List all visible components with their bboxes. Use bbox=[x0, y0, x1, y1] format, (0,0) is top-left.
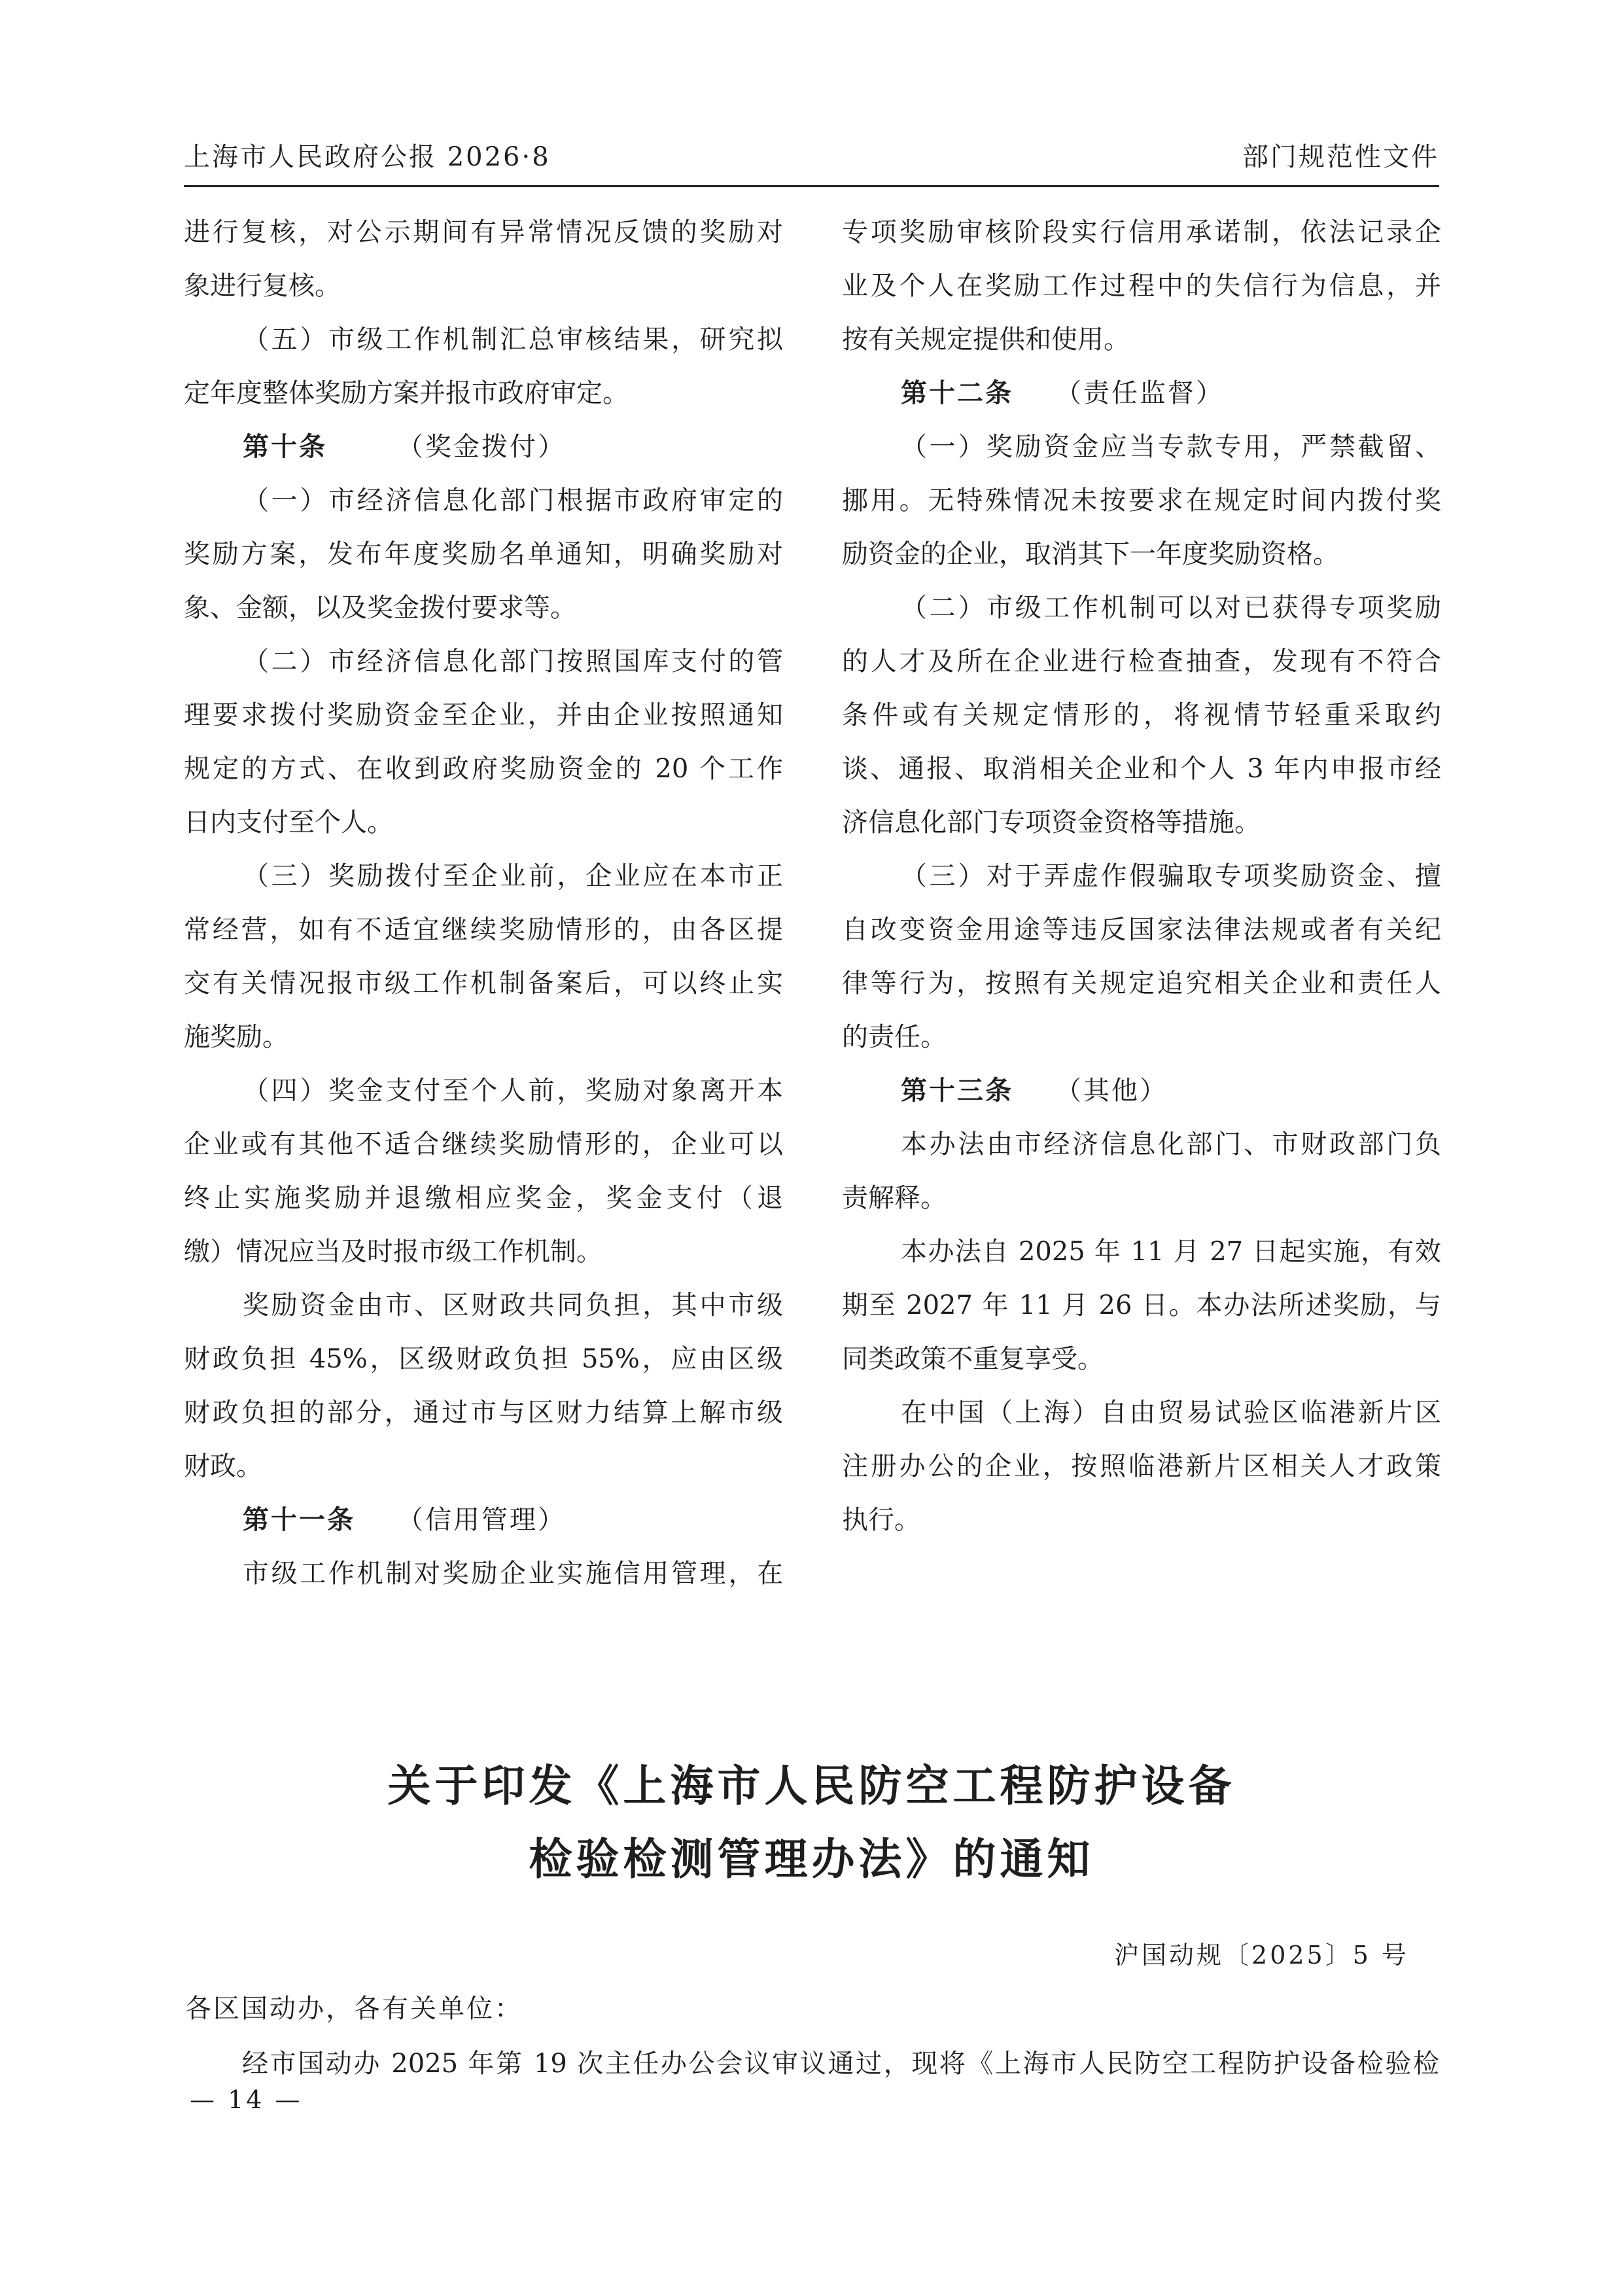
page-number: — 14 — bbox=[190, 2085, 303, 2114]
paragraph-line: 规定的方式、在收到政府奖励资金的 20 个工作 bbox=[184, 754, 783, 784]
notice-title-line-2: 检验检测管理办法》的通知 bbox=[529, 1834, 1094, 1884]
article-number: 第十三条 bbox=[901, 1076, 1013, 1106]
paragraph-line: （二）市经济信息化部门按照国库支付的管 bbox=[243, 646, 783, 677]
paragraph-line: 奖励资金由市、区财政共同负担，其中市级 bbox=[243, 1290, 783, 1320]
paragraph-line: 本办法自 2025 年 11 月 27 日起实施，有效 bbox=[901, 1237, 1441, 1267]
paragraph-line: 挪用。无特殊情况未按要求在规定时间内拨付奖 bbox=[842, 486, 1441, 516]
paragraph-line: （一）奖励资金应当专款专用，严禁截留、 bbox=[901, 432, 1441, 462]
header-rule bbox=[184, 185, 1439, 187]
paragraph-line: （五）市级工作机制汇总审核结果，研究拟 bbox=[243, 325, 783, 355]
paragraph-line: 注册办公的企业，按照临港新片区相关人才政策 bbox=[842, 1451, 1441, 1481]
article-number: 第十一条 bbox=[243, 1505, 355, 1535]
paragraph-line: 缴）情况应当及时报市级工作机制。 bbox=[184, 1237, 602, 1267]
journal-header: 上海市人民政府公报 2026·8 bbox=[184, 142, 551, 172]
article-subtitle: （其他） bbox=[1055, 1076, 1168, 1106]
paragraph-line: 执行。 bbox=[842, 1505, 920, 1535]
paragraph-line: 财政负担的部分，通过市与区财力结算上解市级 bbox=[184, 1398, 783, 1428]
right-column bbox=[842, 205, 1441, 1547]
paragraph-line: 定年度整体奖励方案并报市政府审定。 bbox=[184, 378, 629, 408]
paragraph-line: 的责任。 bbox=[842, 1022, 947, 1052]
notice-body-text: 经市国动办 2025 年第 19 次主任办公会议审议通过，现将《上海市人民防空工程防护设备检验检 bbox=[242, 2049, 1439, 2079]
paragraph-line: 济信息化部门专项资金资格等措施。 bbox=[842, 807, 1261, 838]
article-heading bbox=[184, 1493, 783, 1547]
paragraph-line: 财政负担 45%，区级财政负担 55%，应由区级 bbox=[184, 1344, 783, 1374]
paragraph-line: 进行复核，对公示期间有异常情况反馈的奖励对 bbox=[184, 217, 783, 247]
paragraph-line: 自改变资金用途等违反国家法律法规或者有关纪 bbox=[842, 915, 1441, 945]
paragraph-line: 律等行为，按照有关规定追究相关企业和责任人 bbox=[842, 968, 1441, 998]
paragraph-line: （二）市级工作机制可以对已获得专项奖励 bbox=[901, 593, 1441, 623]
paragraph-line: 奖励方案，发布年度奖励名单通知，明确奖励对 bbox=[184, 539, 783, 569]
document-number: 沪国动规〔2025〕5 号 bbox=[1114, 1941, 1409, 1969]
paragraph-line: 的人才及所在企业进行检查抽查，发现有不符合 bbox=[842, 646, 1441, 677]
paragraph-line: 财政。 bbox=[184, 1451, 262, 1481]
paragraph-line: 按有关规定提供和使用。 bbox=[842, 325, 1130, 355]
paragraph-line: 终止实施奖励并退缴相应奖金，奖金支付（退 bbox=[184, 1183, 783, 1213]
salutation: 各区国动办，各有关单位： bbox=[185, 1994, 523, 2024]
left-column bbox=[184, 205, 783, 1600]
paragraph-line: 理要求拨付奖励资金至企业，并由企业按照通知 bbox=[184, 700, 783, 730]
paragraph-line: 在中国（上海）自由贸易试验区临港新片区 bbox=[901, 1398, 1441, 1428]
paragraph-line: （四）奖金支付至个人前，奖励对象离开本 bbox=[243, 1076, 783, 1106]
article-subtitle: （信用管理） bbox=[397, 1505, 566, 1535]
paragraph-line: 交有关情况报市级工作机制备案后，可以终止实 bbox=[184, 968, 783, 998]
paragraph-line: 本办法由市经济信息化部门、市财政部门负 bbox=[901, 1129, 1441, 1159]
paragraph-line: 施奖励。 bbox=[184, 1022, 288, 1052]
paragraph-line: （三）对于弄虚作假骗取专项奖励资金、擅 bbox=[901, 861, 1441, 891]
article-heading bbox=[184, 420, 783, 474]
paragraph-line: 责解释。 bbox=[842, 1183, 947, 1213]
article-subtitle: （责任监督） bbox=[1055, 378, 1224, 408]
paragraph-line: 常经营，如有不适宜继续奖励情形的，由各区提 bbox=[184, 915, 783, 945]
paragraph-line: 象进行复核。 bbox=[184, 271, 341, 301]
paragraph-line: 市级工作机制对奖励企业实施信用管理，在 bbox=[243, 1559, 783, 1589]
paragraph-line: 企业或有其他不适合继续奖励情形的，企业可以 bbox=[184, 1129, 783, 1159]
article-heading bbox=[842, 1064, 1441, 1118]
paragraph-line: 业及个人在奖励工作过程中的失信行为信息，并 bbox=[842, 271, 1441, 301]
article-subtitle: （奖金拨付） bbox=[397, 432, 566, 462]
article-number: 第十二条 bbox=[901, 378, 1013, 408]
article-number: 第十条 bbox=[243, 432, 327, 462]
paragraph-line: 日内支付至个人。 bbox=[184, 807, 393, 838]
notice-title-line-1: 关于印发《上海市人民防空工程防护设备 bbox=[387, 1761, 1236, 1811]
section-header: 部门规范性文件 bbox=[1242, 142, 1439, 172]
paragraph-line: 谈、通报、取消相关企业和个人 3 年内申报市经 bbox=[842, 754, 1441, 784]
paragraph-line: 同类政策不重复享受。 bbox=[842, 1344, 1104, 1374]
paragraph-line: 励资金的企业，取消其下一年度奖励资格。 bbox=[842, 539, 1339, 569]
paragraph-line: 期至 2027 年 11 月 26 日。本办法所述奖励，与 bbox=[842, 1290, 1441, 1320]
paragraph-line: 象、金额，以及奖金拨付要求等。 bbox=[184, 593, 576, 623]
paragraph-line: （一）市经济信息化部门根据市政府审定的 bbox=[243, 486, 783, 516]
paragraph-line: 条件或有关规定情形的，将视情节轻重采取约 bbox=[842, 700, 1441, 730]
article-heading bbox=[842, 366, 1441, 420]
paragraph-line: 专项奖励审核阶段实行信用承诺制，依法记录企 bbox=[842, 217, 1441, 247]
paragraph-line: （三）奖励拨付至企业前，企业应在本市正 bbox=[243, 861, 783, 891]
